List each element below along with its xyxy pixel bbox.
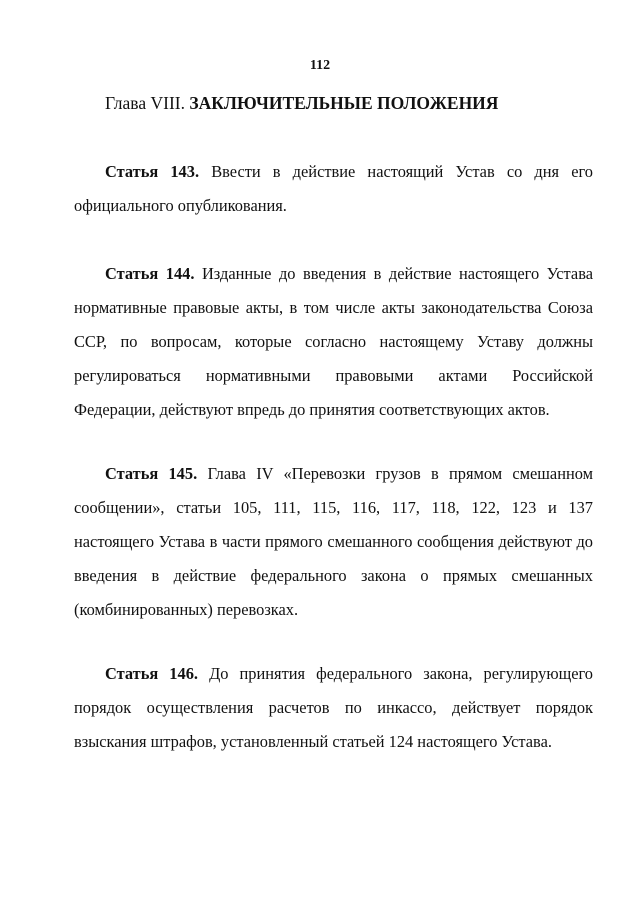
chapter-title: ЗАКЛЮЧИТЕЛЬНЫЕ ПОЛОЖЕНИЯ [189, 93, 499, 113]
article-text: Глава IV «Перевозки грузов в прямом смешанном сообщении», статьи 105, 111, 115, 116, 117, 118, 122, 123 и 137 настоящего Устава в части прямого смешанного сообщения действуют до введения в действие федерального закона о прямых смешанных (комбинированных) перевозках. [74, 464, 593, 619]
article-label: Статья 146. [105, 664, 198, 683]
article-label: Статья 143. [105, 162, 200, 181]
article-label: Статья 144. [105, 264, 195, 283]
article-label: Статья 145. [105, 464, 198, 483]
article-text: Изданные до введения в действие настоящего Устава нормативные правовые акты, в том числе акты законодательства Союза ССР, по вопросам, которые согласно настоящему Уставу должны регулироваться нормативными правовыми актами Российской Федерации, действуют впредь до принятия соответствующих актов. [74, 264, 593, 419]
chapter-number: Глава VIII. [105, 93, 185, 113]
article-145 [74, 457, 593, 627]
chapter-heading [105, 91, 498, 115]
article-146 [74, 657, 593, 759]
article-144 [74, 257, 593, 427]
article-text: До принятия федерального закона, регулирующего порядок осуществления расчетов по инкассо, действует порядок взыскания штрафов, установленный статьей 124 настоящего Устава. [74, 664, 593, 751]
article-text: Ввести в действие настоящий Устав со дня его официального опубликования. [74, 162, 594, 215]
page-number: 112 [309, 58, 331, 73]
article-143 [74, 155, 593, 223]
